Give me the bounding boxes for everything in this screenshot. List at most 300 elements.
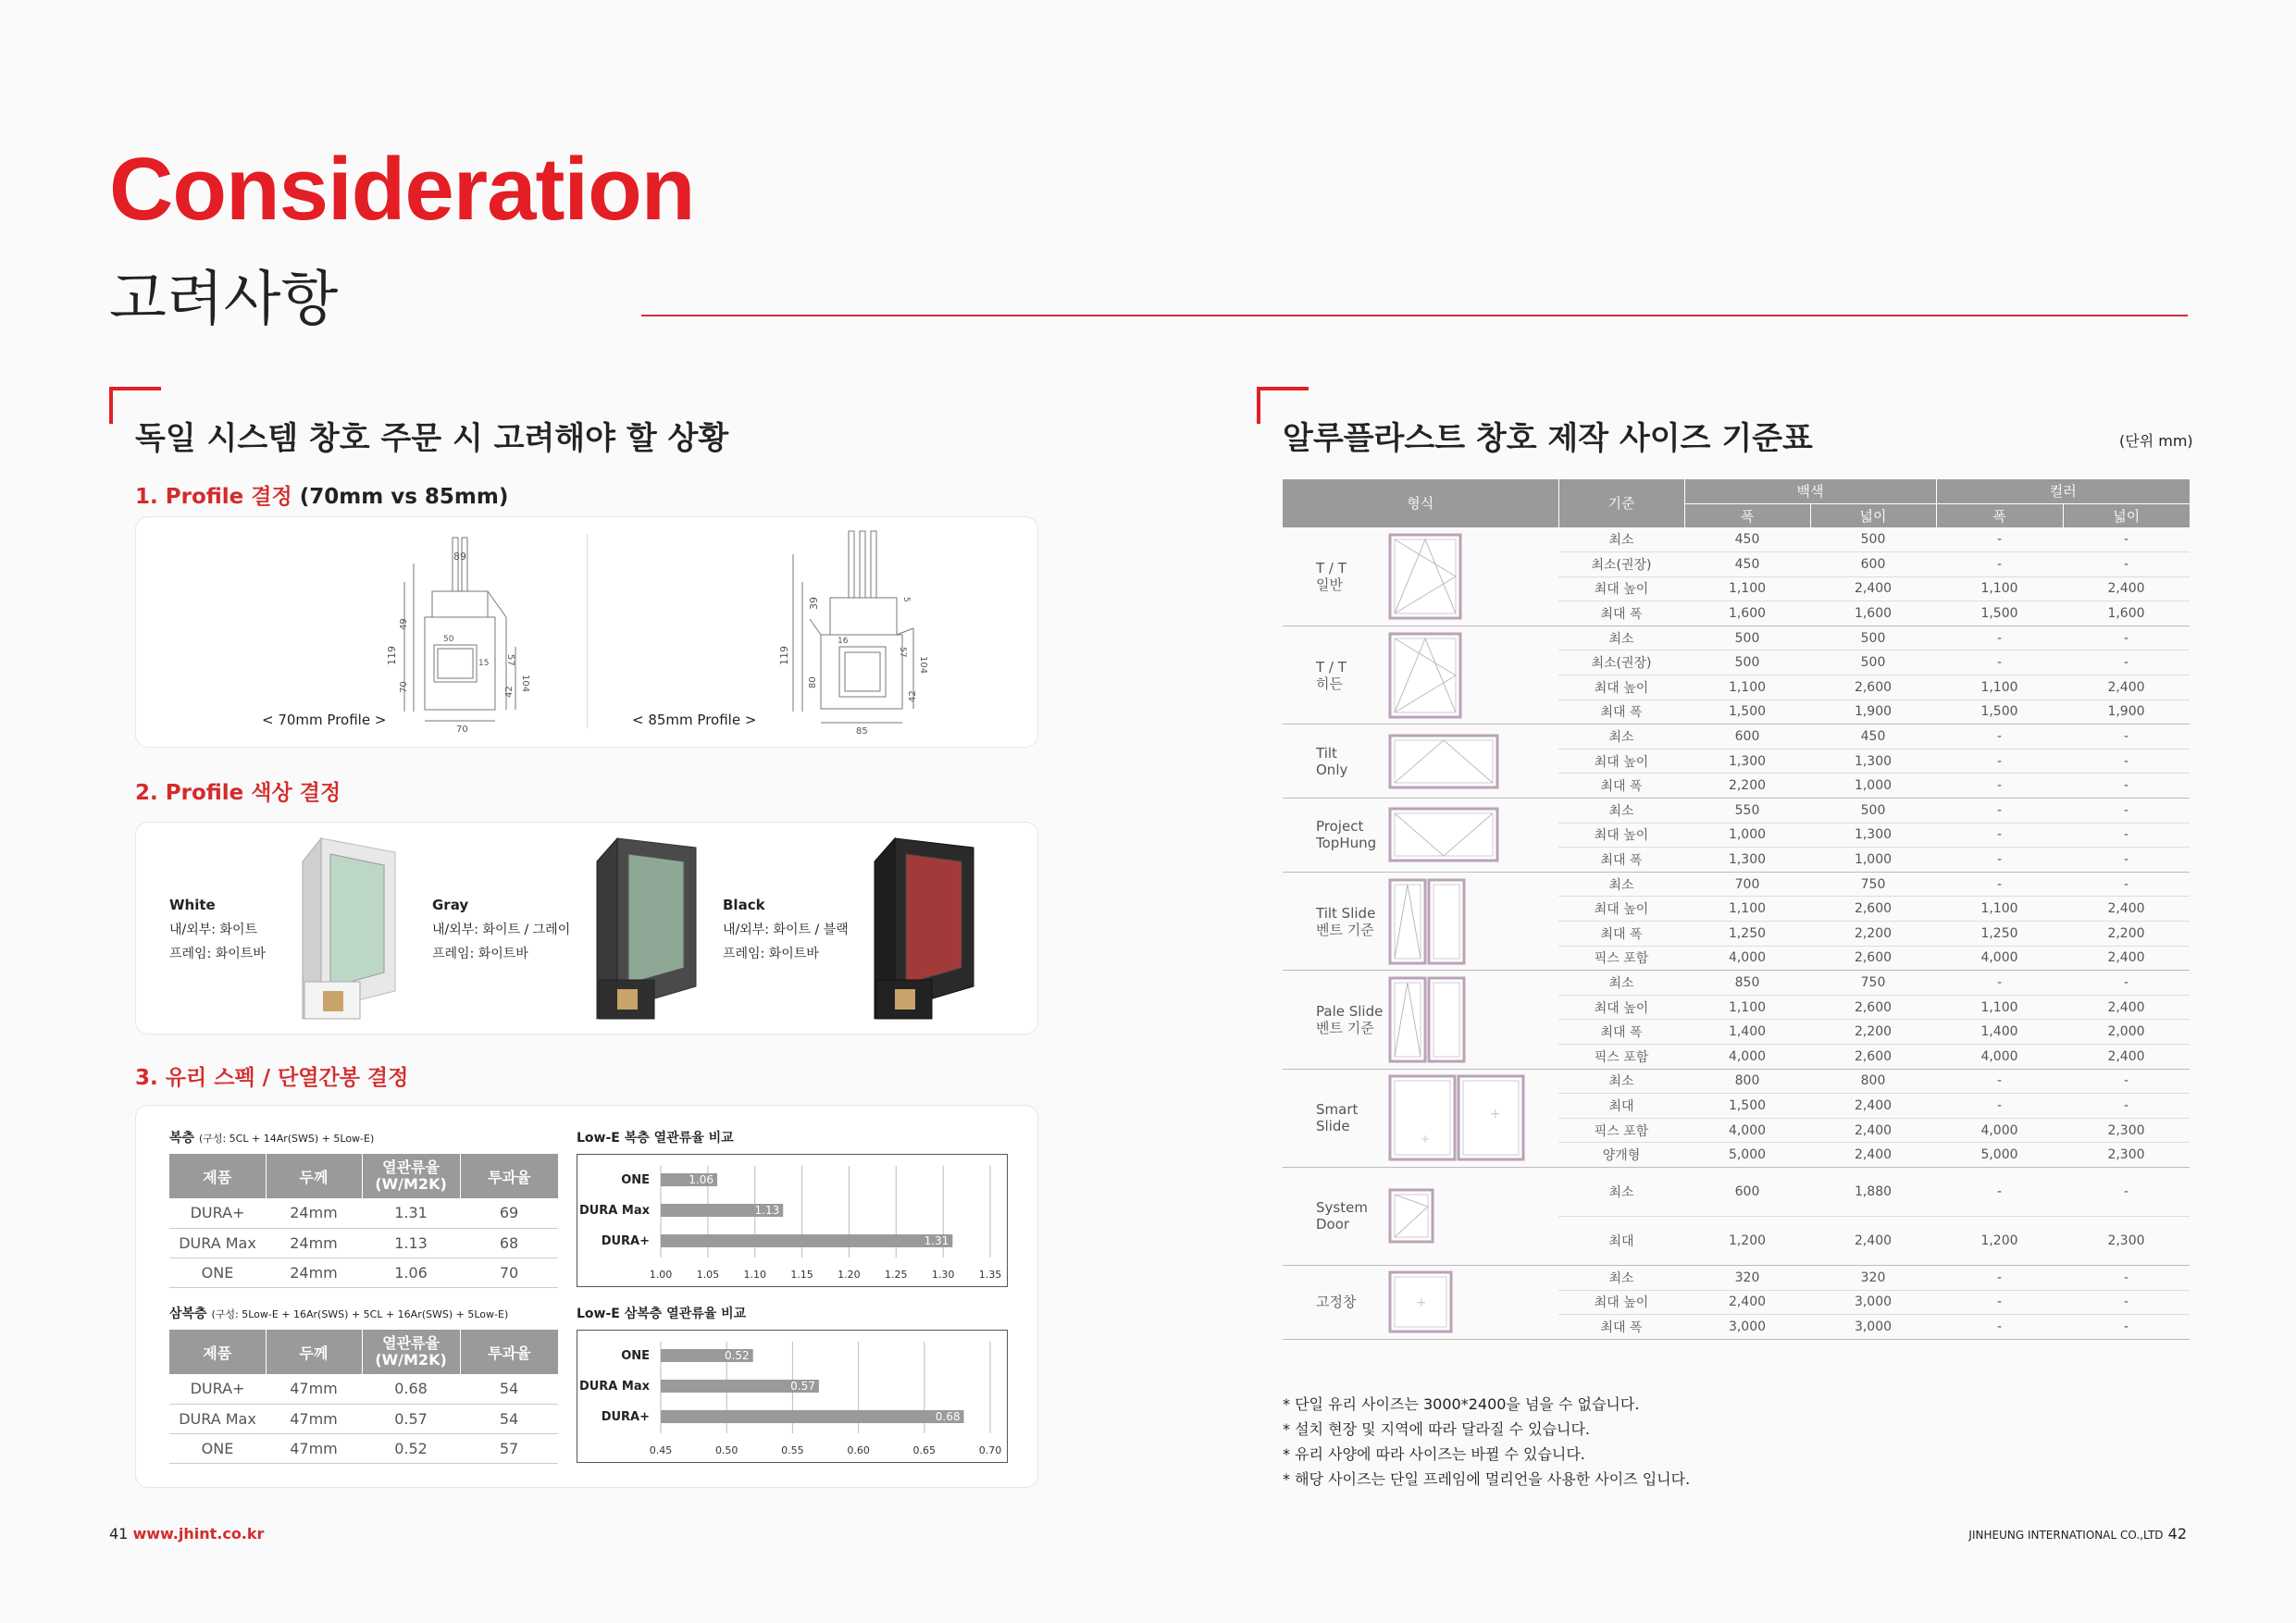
dim70-f: 42: [504, 686, 515, 698]
cell: DURA+: [169, 1374, 266, 1404]
value-cell: 750: [1810, 872, 1936, 897]
table-row: [169, 1258, 558, 1287]
double-caption: [169, 1128, 374, 1146]
th-basis: 기준: [1558, 479, 1684, 527]
th-white-width: 폭: [1684, 503, 1810, 527]
dim70-c: 49: [399, 618, 409, 630]
cell: 47mm: [266, 1404, 362, 1433]
value-cell: 500: [1810, 527, 1936, 552]
value-cell: -: [1936, 823, 2063, 848]
value-cell: 1,600: [1684, 601, 1810, 626]
type-name: Tilt Slide 벤트 기준: [1316, 904, 1376, 938]
profile-85-caption: < 85mm Profile >: [632, 712, 757, 728]
gray-window-sample: [580, 834, 710, 1023]
value-cell: 1,100: [1936, 995, 2063, 1020]
table-row: [1283, 626, 2190, 650]
value-cell: -: [1936, 1290, 2063, 1315]
double-caption-main: 복층: [169, 1131, 195, 1146]
value-cell: 3,000: [1810, 1290, 1936, 1315]
chart2-tick-label: 0.50: [714, 1444, 738, 1456]
chart1-tick-label: 1.10: [743, 1269, 766, 1281]
chart2-tick-label: 0.55: [781, 1444, 804, 1456]
basis-cell: 최대: [1558, 1216, 1684, 1265]
value-cell: -: [2063, 1094, 2190, 1119]
white-window-sample: [284, 834, 414, 1023]
value-cell: 2,400: [1810, 1143, 1936, 1168]
value-cell: 2,400: [1810, 576, 1936, 601]
value-cell: 2,400: [2063, 1044, 2190, 1069]
color-white-line1: 내/외부: 화이트: [169, 923, 258, 937]
value-cell: -: [1936, 872, 2063, 897]
dim85-c: 80: [808, 676, 818, 688]
window-type-icon: [1388, 734, 1499, 789]
right-section-title: 알루플라스트 창호 제작 사이즈 기준표: [1283, 420, 1813, 457]
table-row: [1283, 725, 2190, 750]
value-cell: 1,500: [1936, 601, 2063, 626]
cell: 54: [460, 1404, 558, 1433]
value-cell: 320: [1684, 1265, 1810, 1290]
type-cell: [1283, 725, 1558, 799]
value-cell: 1,100: [1936, 576, 2063, 601]
type-name: T / T 히든: [1316, 658, 1347, 692]
value-cell: 1,000: [1810, 848, 1936, 873]
glass-heading: 3. 유리 스펙 / 단열간봉 결정: [135, 1066, 409, 1090]
chart1-tick-label: 1.35: [978, 1269, 1002, 1281]
value-cell: -: [2063, 799, 2190, 824]
value-cell: -: [1936, 848, 2063, 873]
basis-cell: 최대 높이: [1558, 675, 1684, 700]
cell: 54: [460, 1374, 558, 1404]
double-th-product: 제품: [169, 1154, 266, 1198]
dim70-h: 70: [456, 725, 468, 735]
cell: DURA Max: [169, 1404, 266, 1433]
cell: 57: [460, 1433, 558, 1463]
type-cell: [1283, 626, 1558, 724]
value-cell: 5,000: [1936, 1143, 2063, 1168]
type-name: Pale Slide 벤트 기준: [1316, 1002, 1384, 1036]
value-cell: 1,600: [2063, 601, 2190, 626]
value-cell: 700: [1684, 872, 1810, 897]
basis-cell: 최대 폭: [1558, 1315, 1684, 1340]
value-cell: 1,100: [1684, 675, 1810, 700]
table-row: [1283, 1069, 2190, 1094]
basis-cell: 최소: [1558, 1069, 1684, 1094]
value-cell: -: [1936, 725, 2063, 750]
value-cell: 4,000: [1684, 1118, 1810, 1143]
value-cell: -: [2063, 725, 2190, 750]
table-row: [169, 1374, 558, 1404]
value-cell: 2,300: [2063, 1118, 2190, 1143]
th-color-width: 폭: [1936, 503, 2063, 527]
triple-caption: [169, 1304, 508, 1322]
cell: 0.57: [362, 1404, 460, 1433]
value-cell: 4,000: [1936, 1118, 2063, 1143]
value-cell: 2,400: [1810, 1118, 1936, 1143]
window-type-icon: [1388, 976, 1466, 1063]
dim70-i: 50: [443, 635, 454, 644]
type-name: Smart Slide: [1316, 1101, 1359, 1135]
window-type-icon: [1388, 632, 1462, 719]
dim70-j: 15: [478, 659, 490, 668]
basis-cell: 최대 높이: [1558, 749, 1684, 774]
value-cell: 1,300: [1684, 749, 1810, 774]
basis-cell: 최소: [1558, 1167, 1684, 1216]
value-cell: 2,300: [2063, 1216, 2190, 1265]
basis-cell: 픽스 포함: [1558, 1044, 1684, 1069]
value-cell: 2,400: [2063, 897, 2190, 922]
dim85-a: 39: [808, 597, 820, 610]
type-cell: [1283, 1167, 1558, 1265]
value-cell: 1,100: [1936, 675, 2063, 700]
value-cell: -: [2063, 527, 2190, 552]
size-table: [1283, 479, 2190, 1340]
th-color-area: 넓이: [2063, 503, 2190, 527]
chart2-tick-label: 0.60: [847, 1444, 870, 1456]
value-cell: 2,200: [1810, 922, 1936, 947]
type-name: T / T 일반: [1316, 560, 1347, 594]
value-cell: -: [1936, 1094, 2063, 1119]
th-white: 백색: [1684, 479, 1936, 503]
type-name: 고정창: [1316, 1294, 1357, 1311]
window-type-icon: [1388, 1188, 1434, 1244]
color-black-name: Black: [723, 897, 765, 913]
basis-cell: 최대 높이: [1558, 897, 1684, 922]
double-th-thickness: 두께: [266, 1154, 362, 1198]
size-table-body: [1283, 527, 2190, 1339]
cell: 47mm: [266, 1433, 362, 1463]
profile-box: [135, 516, 1038, 748]
cell: ONE: [169, 1258, 266, 1287]
chart2-title: Low-E 삼복층 열관류율 비교: [577, 1307, 747, 1321]
dim85-h: 16: [838, 637, 849, 646]
type-cell: [1283, 527, 1558, 626]
color-box: [135, 822, 1038, 1035]
value-cell: 500: [1810, 650, 1936, 675]
value-cell: 600: [1684, 1167, 1810, 1216]
value-cell: 2,300: [2063, 1143, 2190, 1168]
website-link[interactable]: www.jhint.co.kr: [132, 1525, 265, 1542]
cell: 1.13: [362, 1228, 460, 1258]
cell: ONE: [169, 1433, 266, 1463]
chart2-tick-label: 0.45: [649, 1444, 673, 1456]
value-cell: 1,300: [1810, 749, 1936, 774]
value-cell: 1,250: [1684, 922, 1810, 947]
type-name: System Door: [1316, 1199, 1368, 1233]
color-gray-name: Gray: [432, 897, 469, 913]
triple-table: [169, 1330, 558, 1464]
value-cell: -: [1936, 1167, 2063, 1216]
value-cell: 4,000: [1936, 946, 2063, 971]
color-gray-text: [432, 893, 570, 966]
chart2-svg: [577, 1331, 1009, 1464]
value-cell: 2,400: [2063, 946, 2190, 971]
value-cell: 500: [1684, 626, 1810, 650]
basis-cell: 최대: [1558, 1094, 1684, 1119]
value-cell: 1,100: [1684, 995, 1810, 1020]
value-cell: -: [1936, 527, 2063, 552]
color-white-line2: 프레임: 화이트바: [169, 947, 266, 961]
note-item: * 단일 유리 사이즈는 3000*2400을 넘을 수 없습니다.: [1283, 1395, 1640, 1413]
value-cell: 600: [1810, 552, 1936, 577]
value-cell: 2,400: [2063, 576, 2190, 601]
value-cell: 2,400: [1810, 1094, 1936, 1119]
value-cell: -: [2063, 1069, 2190, 1094]
type-name: Tilt Only: [1316, 744, 1348, 778]
color-gray-line2: 프레임: 화이트바: [432, 947, 528, 961]
value-cell: 750: [1810, 971, 1936, 996]
th-type: 형식: [1283, 479, 1558, 527]
basis-cell: 최대 폭: [1558, 700, 1684, 725]
cell: 0.52: [362, 1433, 460, 1463]
dim70-g: 57: [505, 654, 515, 666]
basis-cell: 최소: [1558, 725, 1684, 750]
value-cell: -: [2063, 1265, 2190, 1290]
basis-cell: 최소: [1558, 626, 1684, 650]
value-cell: 2,600: [1810, 995, 1936, 1020]
chart1-category-label: DURA Max: [578, 1204, 650, 1218]
dim85-f: 85: [856, 726, 868, 737]
value-cell: 1,600: [1810, 601, 1936, 626]
basis-cell: 최대 폭: [1558, 1020, 1684, 1045]
value-cell: 600: [1684, 725, 1810, 750]
value-cell: 2,400: [2063, 675, 2190, 700]
value-cell: 850: [1684, 971, 1810, 996]
value-cell: 550: [1684, 799, 1810, 824]
value-cell: -: [1936, 799, 2063, 824]
value-cell: -: [1936, 971, 2063, 996]
value-cell: 1,200: [1936, 1216, 2063, 1265]
value-cell: 1,500: [1684, 700, 1810, 725]
chart2-category-label: DURA Max: [578, 1380, 650, 1394]
window-type-icon: [1388, 807, 1499, 862]
value-cell: 4,000: [1936, 1044, 2063, 1069]
value-cell: 450: [1684, 527, 1810, 552]
value-cell: -: [2063, 1315, 2190, 1340]
dim70-b: 119: [386, 646, 398, 665]
value-cell: 1,300: [1810, 823, 1936, 848]
cell: 69: [460, 1198, 558, 1228]
cell: 24mm: [266, 1198, 362, 1228]
value-cell: 1,200: [1684, 1216, 1810, 1265]
value-cell: -: [1936, 774, 2063, 799]
profile-heading-red: 1. Profile 결정: [135, 485, 292, 509]
chart2-box: [577, 1330, 1008, 1463]
table-row: [1283, 1265, 2190, 1290]
value-cell: 1,000: [1810, 774, 1936, 799]
window-type-icon: [1388, 878, 1466, 965]
note-item: * 유리 사양에 따라 사이즈는 바뀔 수 있습니다.: [1283, 1445, 1585, 1463]
basis-cell: 최소: [1558, 1265, 1684, 1290]
value-cell: 800: [1684, 1069, 1810, 1094]
chart1-tick-label: 1.05: [696, 1269, 720, 1281]
glass-box: [135, 1105, 1038, 1488]
color-heading: 2. Profile 색상 결정: [135, 781, 341, 805]
color-black-line1: 내/외부: 화이트 / 블랙: [723, 923, 849, 937]
color-black-line2: 프레임: 화이트바: [723, 947, 819, 961]
value-cell: 1,400: [1684, 1020, 1810, 1045]
basis-cell: 양개형: [1558, 1143, 1684, 1168]
color-gray-line1: 내/외부: 화이트 / 그레이: [432, 923, 571, 937]
note-item: * 해당 사이즈는 단일 프레임에 멀리언을 사용한 사이즈 입니다.: [1283, 1470, 1691, 1488]
value-cell: -: [2063, 823, 2190, 848]
chart1-box: [577, 1154, 1008, 1287]
dim70-e: 104: [520, 675, 530, 693]
cell: 47mm: [266, 1374, 362, 1404]
triple-th-transmit: 투과율: [460, 1330, 558, 1374]
value-cell: 450: [1810, 725, 1936, 750]
cell: 24mm: [266, 1258, 362, 1287]
svg-text:+: +: [1490, 1107, 1501, 1122]
chart1-title: Low-E 복층 열관류율 비교: [577, 1131, 734, 1146]
value-cell: 2,400: [1810, 1216, 1936, 1265]
value-cell: 4,000: [1684, 946, 1810, 971]
value-cell: 5,000: [1684, 1143, 1810, 1168]
chart2-tick-label: 0.70: [978, 1444, 1002, 1456]
table-row: [1283, 527, 2190, 552]
value-cell: -: [2063, 1167, 2190, 1216]
value-cell: 2,400: [1684, 1290, 1810, 1315]
basis-cell: 최소(권장): [1558, 552, 1684, 577]
value-cell: 1,100: [1684, 897, 1810, 922]
value-cell: 1,250: [1936, 922, 2063, 947]
value-cell: 1,880: [1810, 1167, 1936, 1216]
profile-heading-black: (70mm vs 85mm): [299, 485, 509, 509]
value-cell: -: [2063, 848, 2190, 873]
basis-cell: 최대 폭: [1558, 848, 1684, 873]
value-cell: 4,000: [1684, 1044, 1810, 1069]
value-cell: 1,000: [1684, 823, 1810, 848]
dim85-g: 57: [898, 647, 907, 658]
dim85-d: 104: [918, 656, 928, 675]
basis-cell: 최대 폭: [1558, 922, 1684, 947]
triple-th-thickness: 두께: [266, 1330, 362, 1374]
color-white-text: [169, 893, 266, 966]
notes: [1283, 1392, 1690, 1492]
value-cell: 2,400: [2063, 995, 2190, 1020]
profile-70-drawing: [377, 527, 654, 739]
chart1-tick-label: 1.30: [931, 1269, 955, 1281]
dim85-b: 119: [778, 646, 790, 665]
basis-cell: 최대 높이: [1558, 576, 1684, 601]
value-cell: -: [2063, 749, 2190, 774]
chart2-category-label: ONE: [621, 1349, 650, 1363]
value-cell: 320: [1810, 1265, 1936, 1290]
value-cell: 800: [1810, 1069, 1936, 1094]
basis-cell: 최대 폭: [1558, 601, 1684, 626]
chart2-value-label: 0.52: [724, 1349, 750, 1362]
basis-cell: 픽스 포함: [1558, 946, 1684, 971]
double-th-uvalue: 열관류율 (W/M2K): [362, 1154, 460, 1198]
window-type-icon: [1388, 1270, 1453, 1333]
basis-cell: 최소: [1558, 872, 1684, 897]
value-cell: 500: [1810, 799, 1936, 824]
value-cell: 2,600: [1810, 1044, 1936, 1069]
chart1-value-label: 1.13: [754, 1204, 780, 1217]
value-cell: -: [2063, 1290, 2190, 1315]
basis-cell: 픽스 포함: [1558, 1118, 1684, 1143]
triple-caption-main: 삼복층: [169, 1307, 207, 1321]
value-cell: 2,200: [2063, 922, 2190, 947]
value-cell: 3,000: [1810, 1315, 1936, 1340]
chart2-tick-label: 0.65: [912, 1444, 937, 1456]
chart1-tick-label: 1.20: [838, 1269, 861, 1281]
type-name: Project TopHung: [1316, 818, 1377, 852]
dim85-e: 42: [908, 690, 918, 702]
value-cell: 1,900: [1810, 700, 1936, 725]
page-subtitle: 고려사항: [109, 266, 339, 334]
value-cell: 1,300: [1684, 848, 1810, 873]
th-white-area: 넓이: [1810, 503, 1936, 527]
cell: DURA+: [169, 1198, 266, 1228]
value-cell: -: [1936, 1069, 2063, 1094]
th-color: 컬러: [1936, 479, 2190, 503]
value-cell: -: [2063, 552, 2190, 577]
dim70-d: 70: [399, 681, 409, 693]
value-cell: 2,200: [1810, 1020, 1936, 1045]
basis-cell: 최소(권장): [1558, 650, 1684, 675]
basis-cell: 최소: [1558, 527, 1684, 552]
type-cell: [1283, 1069, 1558, 1167]
profile-heading: [135, 479, 508, 510]
value-cell: -: [2063, 872, 2190, 897]
double-table: [169, 1154, 558, 1288]
profile-70-caption: < 70mm Profile >: [262, 712, 387, 728]
value-cell: -: [1936, 552, 2063, 577]
value-cell: 450: [1684, 552, 1810, 577]
footer-left: [109, 1525, 264, 1542]
cell: 1.06: [362, 1258, 460, 1287]
value-cell: -: [1936, 650, 2063, 675]
dim70-a: 89: [453, 551, 466, 563]
cell: 68: [460, 1228, 558, 1258]
value-cell: 1,500: [1684, 1094, 1810, 1119]
value-cell: -: [2063, 650, 2190, 675]
right-page-number: 42: [2167, 1525, 2187, 1542]
table-row: [1283, 872, 2190, 897]
cell: 1.31: [362, 1198, 460, 1228]
left-page-number: 41: [109, 1525, 129, 1542]
chart2-value-label: 0.68: [935, 1410, 961, 1423]
cell: 24mm: [266, 1228, 362, 1258]
value-cell: 1,100: [1936, 897, 2063, 922]
table-row: [169, 1404, 558, 1433]
value-cell: -: [2063, 774, 2190, 799]
footer-right: [1968, 1525, 2187, 1542]
triple-th-product: 제품: [169, 1330, 266, 1374]
basis-cell: 최소: [1558, 799, 1684, 824]
value-cell: 2,600: [1810, 675, 1936, 700]
value-cell: -: [1936, 749, 2063, 774]
chart1-svg: [577, 1155, 1009, 1288]
value-cell: -: [1936, 1265, 2063, 1290]
basis-cell: 최대 폭: [1558, 774, 1684, 799]
chart1-category-label: DURA+: [601, 1234, 650, 1248]
color-white-name: White: [169, 897, 216, 913]
double-caption-detail: (구성: 5CL + 14Ar(SWS) + 5Low-E): [198, 1133, 375, 1145]
chart1-value-label: 1.06: [689, 1173, 714, 1186]
value-cell: -: [1936, 626, 2063, 650]
value-cell: 1,400: [1936, 1020, 2063, 1045]
value-cell: 500: [1684, 650, 1810, 675]
title-divider: [641, 315, 2188, 316]
type-cell: [1283, 872, 1558, 970]
cell: 70: [460, 1258, 558, 1287]
triple-caption-detail: (구성: 5Low-E + 16Ar(SWS) + 5CL + 16Ar(SWS) + 5Low-E): [211, 1308, 509, 1320]
value-cell: 1,100: [1684, 576, 1810, 601]
black-window-sample: [858, 834, 987, 1023]
basis-cell: 최대 높이: [1558, 1290, 1684, 1315]
window-type-icon: [1388, 1074, 1527, 1161]
